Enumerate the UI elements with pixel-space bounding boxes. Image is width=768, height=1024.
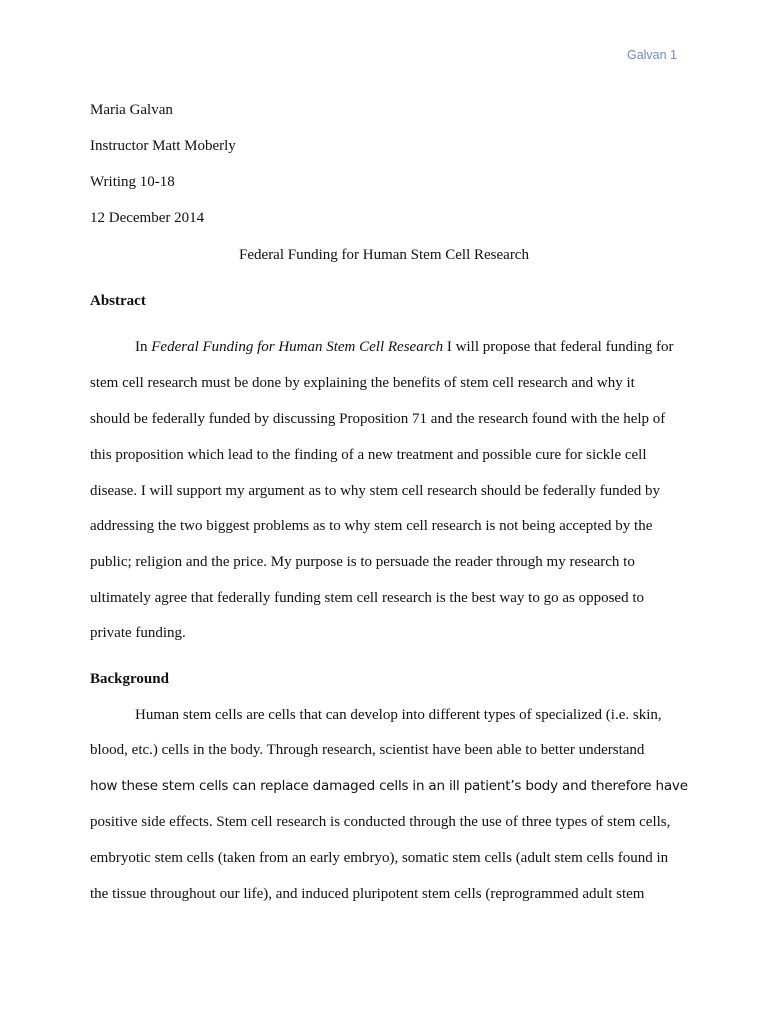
abstract-line: stem cell research must be done by explaining the benefits of stem cell research and why it [90,375,635,391]
abstract-line: addressing the two biggest problems as to why stem cell research is not being accepted by the [90,518,653,534]
instructor-name: Instructor Matt Moberly [90,138,236,154]
course-name: Writing 10-18 [90,174,175,190]
abstract-line: public; religion and the price. My purpose is to persuade the reader through my research to [90,554,635,570]
abstract-line: should be federally funded by discussing Proposition 71 and the research found with the help of [90,411,666,427]
abstract-italic-title: Federal Funding for Human Stem Cell Research [151,339,444,355]
background-line: the tissue throughout our life), and induced pluripotent stem cells (reprogrammed adult stem [90,886,645,902]
abstract-heading: Abstract [90,293,146,309]
abstract-line [135,337,674,357]
background-line: positive side effects. Stem cell research is conducted through the use of three types of stem cells, [90,814,671,830]
abstract-line: disease. I will support my argument as to why stem cell research should be federally funded by [90,483,660,499]
abstract-line: private funding. [90,625,186,641]
paper-date: 12 December 2014 [90,210,205,226]
background-line: how these stem cells can replace damaged cells in an ill patient’s body and therefore have [90,778,688,794]
background-line: blood, etc.) cells in the body. Through research, scientist have been able to better understand [90,742,645,758]
background-line: embryotic stem cells (taken from an early embryo), somatic stem cells (adult stem cells found in [90,850,669,866]
abstract-prefix: In [135,339,152,355]
background-heading: Background [90,671,169,687]
paper-title: Federal Funding for Human Stem Cell Research [239,247,529,263]
author-name: Maria Galvan [90,102,173,118]
page-header: Galvan 1 [626,48,677,62]
abstract-first-suffix: I will propose that federal funding for [443,339,674,355]
abstract-line: ultimately agree that federally funding stem cell research is the best way to go as opposed to [90,590,644,606]
mla-heading [90,92,680,236]
background-line: Human stem cells are cells that can develop into different types of specialized (i.e. skin, [135,707,662,723]
abstract-line: this proposition which lead to the finding of a new treatment and possible cure for sickle cell [90,447,647,463]
